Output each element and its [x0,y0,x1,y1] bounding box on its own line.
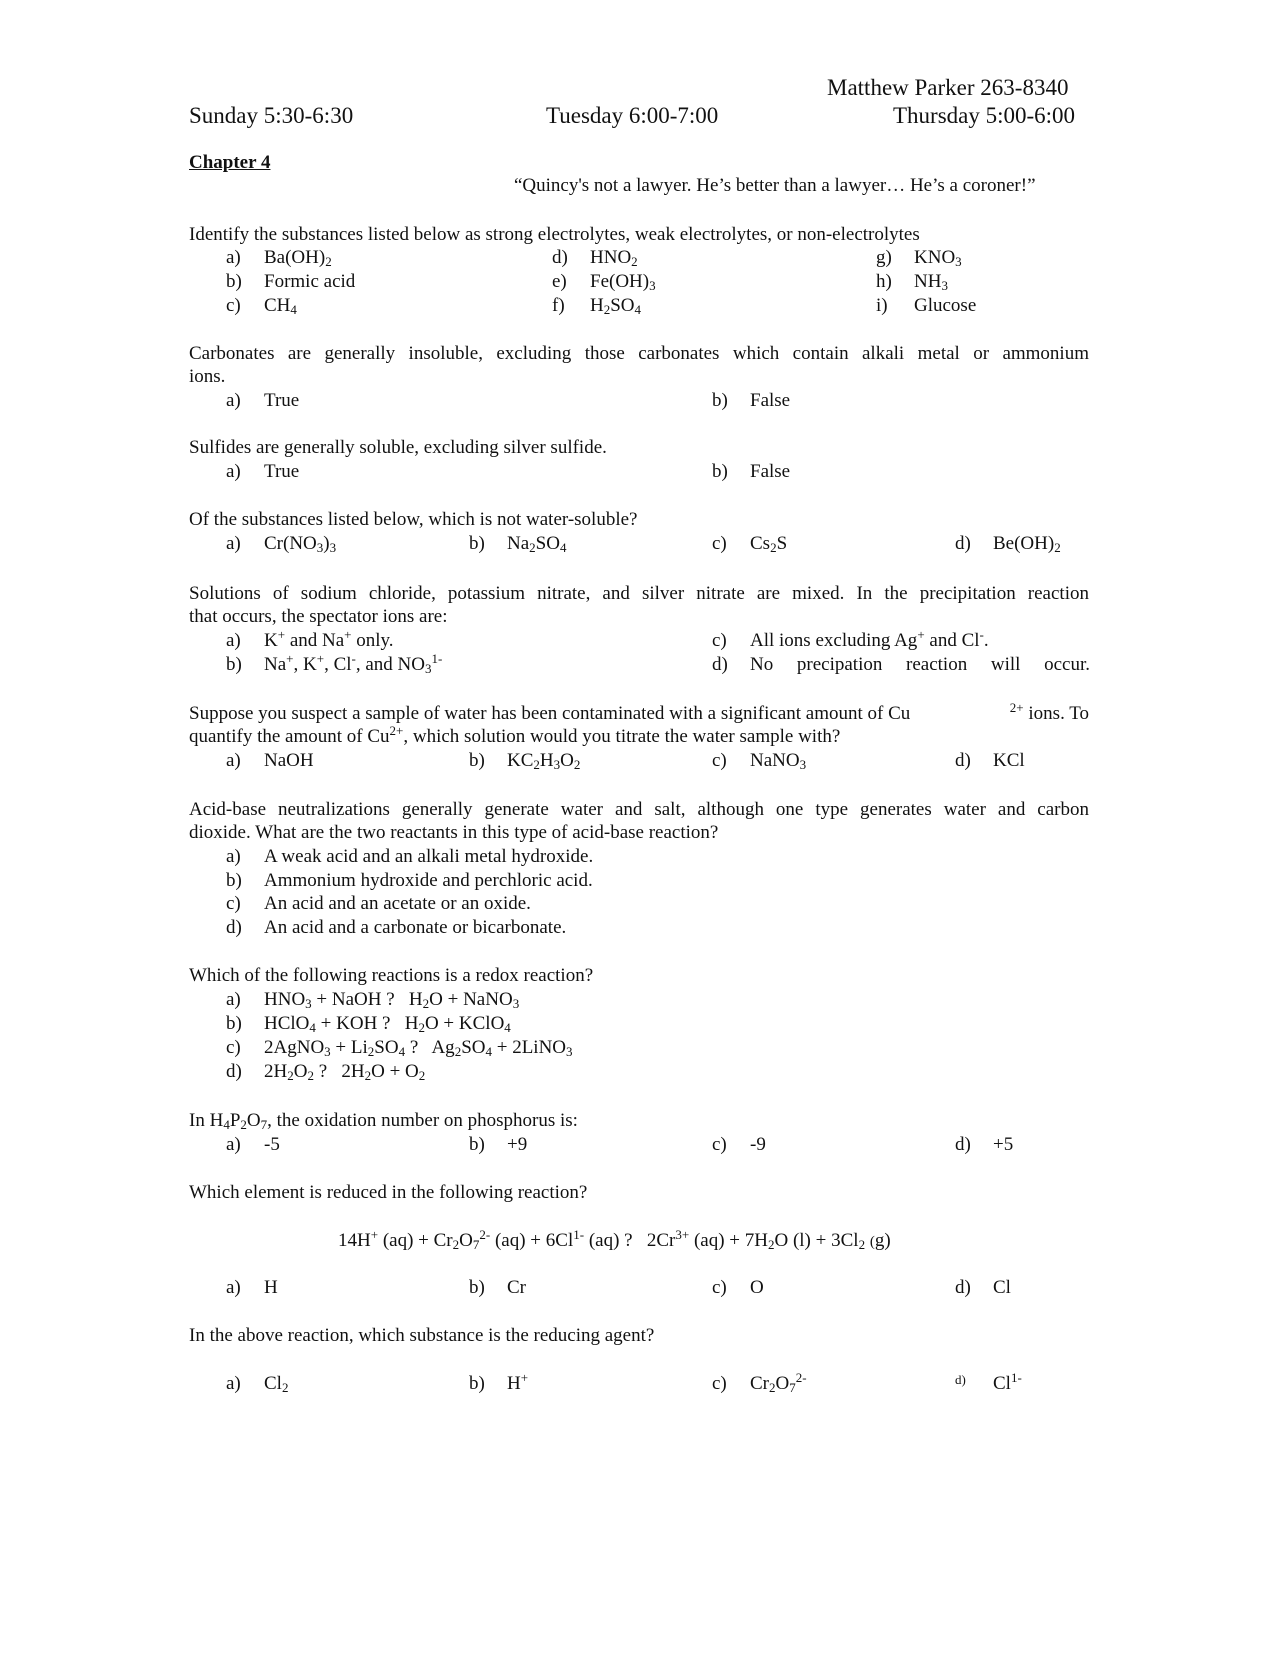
option-label: h) [876,271,892,292]
option-label: d) [955,1372,966,1387]
q6-option-d: d) KCl [955,750,1025,771]
q5-option-d [712,654,1090,676]
option-text: H [264,1277,278,1298]
quote: “Quincy's not a lawyer. He’s better than a lawyer… He’s a coroner!” [514,175,1036,196]
q1-option-e: e) $Fe(OH)_3$ [552,271,656,293]
option-text: All ions excluding Ag [750,630,918,651]
q2-line1: Carbonates are generally insoluble, excluding those carbonates which contain alkali metal or ammonium [189,343,1089,364]
q5-line1: Solutions of sodium chloride, potassium nitrate, and silver nitrate are mixed. In the precipitation reaction [189,583,1089,604]
q9-option-a [226,1134,280,1156]
q4-option-d: d) $Be(OH)_2$ [955,533,1061,555]
option-label: a) [226,533,241,554]
option-label: b) [226,654,242,675]
option-label: g) [876,247,892,268]
option-label: a) [226,247,241,268]
option-text: only. [356,630,394,651]
option-label: a) [226,630,241,651]
option-label: b) [469,533,485,554]
option-text: Formic acid [264,271,356,292]
q9-text: In $H_4P_2O_7$, the oxidation number on phosphorus is: [189,1110,578,1132]
q9-option-d [955,1134,1013,1156]
q6-line1: Suppose you suspect a sample of water has been contaminated with a significant amount of Cu $^{2+}$ ions. To [189,700,1089,724]
option-label: c) [712,1373,727,1394]
q1-option-g: g) $KNO_3$ [876,247,962,269]
q10-option-a [226,1277,278,1299]
option-text: False [750,461,791,482]
option-label: c) [712,750,727,771]
q5-option-b: b) Na+, K+, Cl-, and $NO_3^{1-}$ [226,651,443,676]
q7-option-b [226,870,593,892]
tutor-name-phone: Matthew Parker 263-8340 [827,75,1069,100]
q4-option-c: c) $Cs_2S$ [712,533,788,555]
option-text: +5 [993,1134,1014,1155]
option-label: d) [712,654,728,675]
option-label: c) [712,1277,727,1298]
option-label: c) [712,630,727,651]
option-text: Ammonium hydroxide and perchloric acid. [264,870,593,891]
q6-line1-start: Suppose you suspect a sample of water has been contaminated with a significant amount of Cu [189,703,911,724]
option-text: False [750,390,791,411]
session-sunday: Sunday 5:30-6:30 [189,103,354,128]
option-label: b) [712,390,728,411]
option-text: Glucose [914,295,977,316]
option-label: a) [226,1134,241,1155]
q7-option-a [226,846,593,868]
option-label: f) [552,295,565,316]
option-text: True [264,461,300,482]
option-label: c) [226,893,241,914]
q5-option-c: c) All ions excluding Ag+ and Cl-. [712,627,989,651]
option-label: b) [226,1013,242,1034]
q1-option-c: c) $CH_4$ [226,295,297,317]
q2-line2: ions. [189,366,226,387]
q5-option-a: a) K+ and Na+ only. [226,627,394,651]
q4-option-a: a) $Cr(NO_3)_3$ [226,533,337,555]
option-label: a) [226,750,241,771]
q1-option-f: f) $H_2SO_4$ [552,295,642,317]
q6-option-c: c) NaNO$_3$ [712,750,807,772]
option-label: e) [552,271,567,292]
chapter-heading: Chapter 4 [189,152,271,173]
option-text: A weak acid and an alkali metal hydroxide. [264,846,594,867]
option-label: b) [469,1134,485,1155]
option-text: Cl [993,1277,1011,1298]
option-label: b) [469,750,485,771]
q3-option-a [226,461,299,483]
q9-option-b [469,1134,527,1156]
q1-option-d: d) $HNO_2$ [552,247,638,269]
q11-option-c: c) $Cr_2O_7^{2-}$ [712,1370,807,1395]
q8-text: Which of the following reactions is a redox reaction? [189,965,594,986]
session-tuesday: Tuesday 6:00-7:00 [546,103,719,128]
q7-line2: dioxide. What are the two reactants in this type of acid-base reaction? [189,822,719,843]
q8-option-a: a) $HNO_3$ + NaOH ? $H_2O$ + NaNO$_3$ [226,989,520,1011]
option-label: a) [226,390,241,411]
option-label: a) [226,1277,241,1298]
q10-reaction-equation: 14H+ $(aq) + Cr_2O_7^{2-}$ $(aq) + 6Cl^{1-}$ (aq) ? $2Cr^{3+}$ $(aq) + 7H_2O$ $(l) + 3Cl_2$ (g) [338,1227,891,1252]
option-label: b) [226,271,242,292]
q11-option-b: b) H+ [469,1370,529,1394]
option-text: +9 [507,1134,528,1155]
option-label: d) [955,1277,971,1298]
option-text: -9 [750,1134,766,1155]
option-label: d) [552,247,568,268]
option-label: b) [226,870,242,891]
q6-option-a: a) NaOH [226,750,314,771]
q11-option-a: a) $Cl_2$ [226,1373,289,1395]
q4-text: Of the substances listed below, which is not water-soluble? [189,509,638,530]
q1-option-b [226,271,355,293]
q8-option-b: b) HClO$_4$ + KOH ? $H_2O$ + KClO$_4$ [226,1013,511,1035]
option-text: An acid and a carbonate or bicarbonate. [264,917,567,938]
q11-option-d: d) $Cl^{1-}$ [955,1370,1022,1394]
option-text: O [750,1277,764,1298]
q10-option-c [712,1277,764,1299]
q4-option-b: b) $Na_2SO_4$ [469,533,567,555]
option-label: a) [226,989,241,1010]
q10-option-d [955,1277,1011,1299]
q2-option-a [226,390,299,412]
q6-line2-end: , which solution would you titrate the water sample with? [403,726,841,747]
q6-line2-start: quantify the amount of Cu [189,726,390,747]
option-label: a) [226,846,241,867]
q7-option-c [226,893,531,915]
q5-line2: that occurs, the spectator ions are: [189,606,448,627]
option-label: i) [876,295,888,316]
q10-option-b [469,1277,526,1299]
option-label: c) [712,533,727,554]
q3-text: Sulfides are generally soluble, excluding silver sulfide. [189,437,607,458]
option-text: -5 [264,1134,280,1155]
option-label: d) [955,750,971,771]
q1-option-i [876,295,976,317]
option-text: An acid and an acetate or an oxide. [264,893,531,914]
q2-option-b [712,390,790,412]
q6-line1-end: ions. To [1028,703,1089,724]
q7-line1: Acid-base neutralizations generally generate water and salt, although one type generates water and carbon [189,799,1089,820]
option-label: c) [226,295,241,316]
option-label: c) [226,1037,241,1058]
q8-option-c: c) 2AgNO$_3$ + $Li_2SO_4$ ? $Ag_2SO_4$ + 2LiNO$_3$ [226,1037,573,1059]
q11-text: In the above reaction, which substance is the reducing agent? [189,1325,655,1346]
option-text: Cr [507,1277,526,1298]
option-label: b) [469,1373,485,1394]
q1-option-a: a) $Ba(OH)_2$ [226,247,332,269]
q1-option-h: h) $NH_3$ [876,271,948,293]
q3-option-b [712,461,790,483]
option-label: d) [955,533,971,554]
q9-option-c [712,1134,766,1156]
option-label: a) [226,461,241,482]
q1-text: Identify the substances listed below as strong electrolytes, weak electrolytes, or non-electrolytes [189,224,920,245]
session-thursday: Thursday 5:00-6:00 [893,103,1076,128]
option-label: a) [226,1373,241,1394]
option-label: d) [955,1134,971,1155]
option-label: d) [226,917,242,938]
option-text: No precipation reaction will occur. [750,654,1090,675]
q6-option-b: b) $KC_2H_3O_2$ [469,750,581,772]
option-label: b) [469,1277,485,1298]
q7-option-d [226,917,566,939]
option-label: d) [226,1061,242,1082]
option-text: True [264,390,300,411]
q6-line2: quantify the amount of $Cu^{2+}$, which solution would you titrate the water sample with? [189,723,841,747]
q10-text: Which element is reduced in the following reaction? [189,1182,588,1203]
option-label: c) [712,1134,727,1155]
option-label: b) [712,461,728,482]
q8-option-d: d) $2H_2O_2$ ? $2H_2O + O_2$ [226,1061,426,1083]
